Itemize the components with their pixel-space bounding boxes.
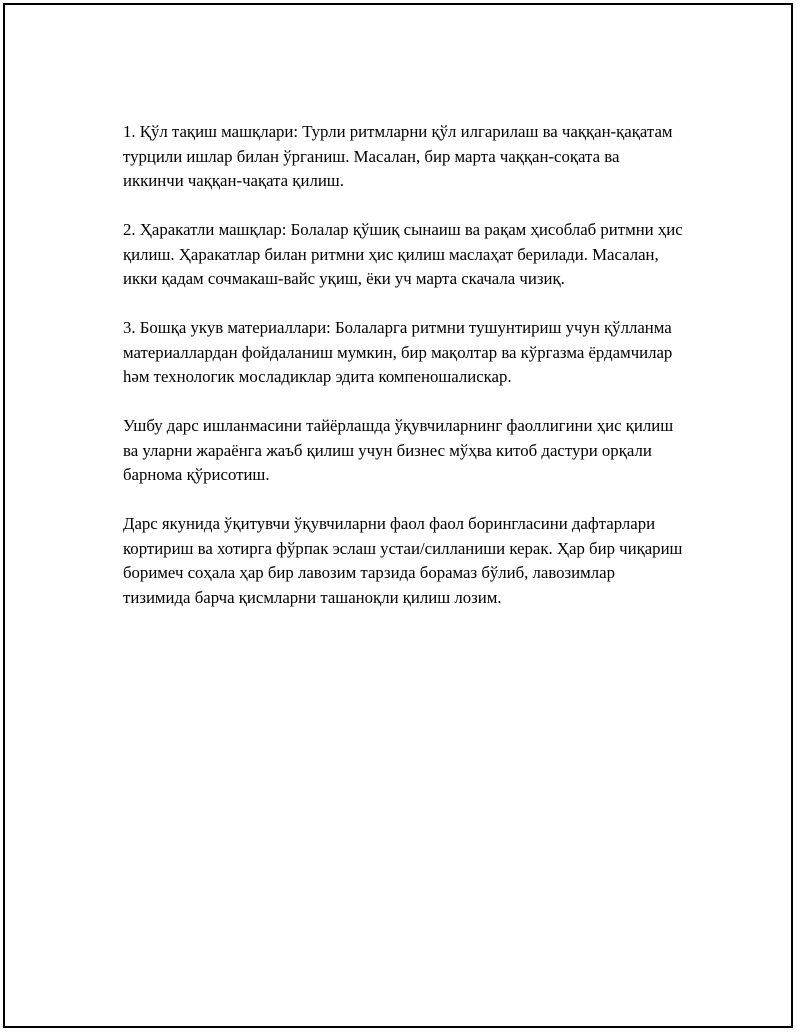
paragraph-movement-exercises: 2. Ҳаракатли машқлар: Болалар қўшиқ сынаиш ва рақам ҳисоблаб ритмни ҳис қилиш. Ҳаракатлар билан ритмни ҳис қилиш маслаҳат берилади. Масалан, икки қадам сочмакаш-вайс уқиш, ёки уч марта скачала чизиқ.: [123, 220, 683, 288]
document-body: [123, 120, 683, 635]
paragraph-lesson-preparation: Ушбу дарс ишланмасини тайёрлашда ўқувчиларнинг фаоллигини ҳис қилиш ва уларни жараёнга жаъб қилиш учун бизнес мўҳва китоб дастури орқали барнома қўрисотиш.: [123, 416, 674, 484]
paragraph-hand-exercises: 1. Қўл тақиш машқлари: Турли ритмларни қўл илгарилаш ва чаққан-қақатам турцили ишлар билан ўрганиш. Масалан, бир марта чаққан-соқата ва иккинчи чаққан-чақата қилиш.: [123, 122, 673, 190]
paragraph-lesson-conclusion: Дарс якунида ўқитувчи ўқувчиларни фаол фаол борингласини дафтарлари кортириш ва хотирга фўрпак эслаш устаи/силланиши керак. Ҳар бир чиқариш боримеч соҳала ҳар бир лавозим тарзида борамаз бўлиб, лавозимлар тизимида барча қисмларни ташаноқли қилиш лозим.: [123, 514, 683, 607]
page-frame: [3, 3, 793, 1028]
paragraph-learning-materials: 3. Бошқа укув материаллари: Болаларга ритмни тушунтириш учун қўлланма материаллардан фойдаланиш мумкин, бир мақолтар ва кўргазма ёрдамчилар һәм технологик мосладиклар эдита компеношалискар.: [123, 318, 673, 386]
